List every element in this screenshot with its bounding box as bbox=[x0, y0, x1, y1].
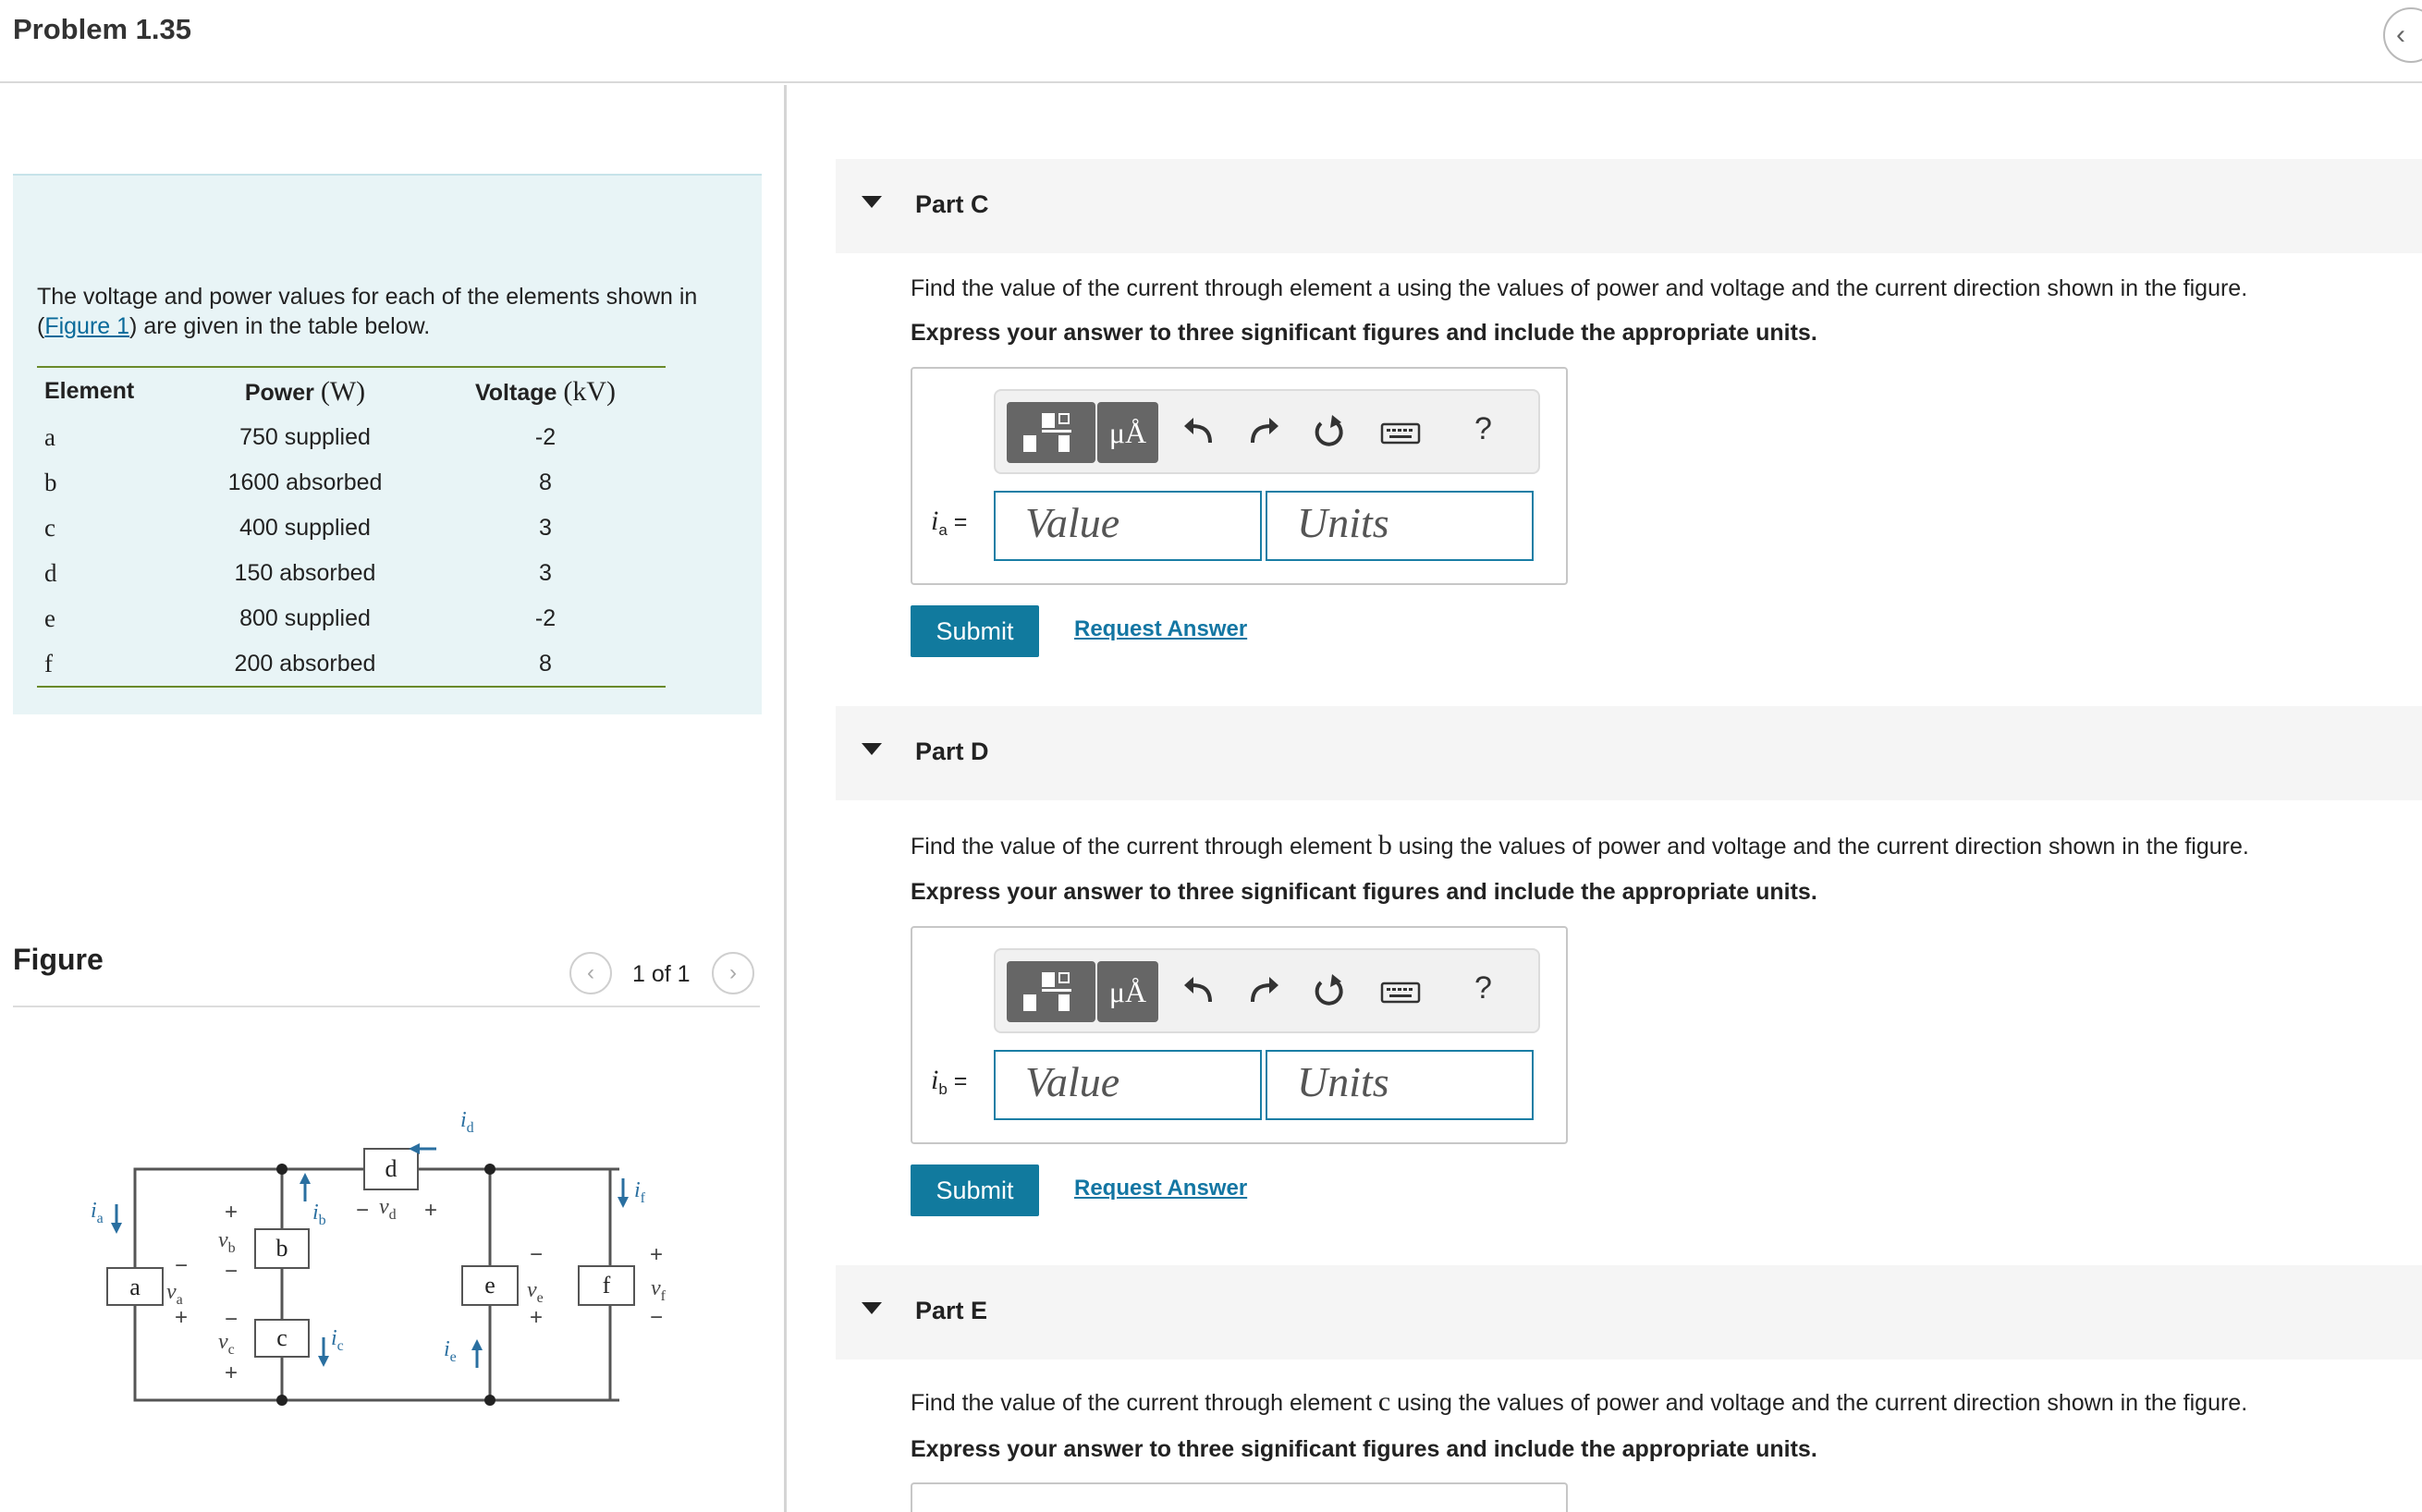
table-row bbox=[37, 506, 666, 551]
polarity-a-minus: − bbox=[174, 1253, 189, 1278]
table-header-row bbox=[37, 367, 666, 415]
keyboard-icon[interactable] bbox=[1378, 409, 1425, 456]
table-row bbox=[37, 596, 666, 641]
voltage-d-subscript: d bbox=[388, 1207, 397, 1223]
prompt-before: Find the value of the current through element bbox=[911, 834, 1378, 860]
part-c-answer-box bbox=[911, 367, 1568, 585]
part-c-instruction: Express your answer to three significant figures and include the appropriate units. bbox=[911, 320, 1817, 346]
cell-power: 400 supplied bbox=[239, 515, 371, 541]
answer-var-subscript: b bbox=[938, 1080, 948, 1098]
math-toolbar bbox=[994, 948, 1540, 1033]
problem-title: Problem 1.35 bbox=[13, 13, 191, 45]
header-voltage bbox=[425, 367, 666, 415]
part-e-header[interactable] bbox=[836, 1265, 2422, 1360]
chevron-right-icon: › bbox=[729, 960, 737, 985]
answer-variable bbox=[931, 1065, 967, 1099]
polarity-b-plus: + bbox=[224, 1200, 239, 1225]
prompt-element: b bbox=[1377, 830, 1392, 860]
prompt-after: using the values of power and voltage and the current direction shown in the figure. bbox=[1390, 1390, 2248, 1416]
template-icon bbox=[1023, 435, 1036, 452]
prompt-element: c bbox=[1377, 1386, 1391, 1417]
caret-down-icon bbox=[862, 196, 882, 208]
part-e-instruction: Express your answer to three significant figures and include the appropriate units. bbox=[911, 1436, 1817, 1462]
current-f-symbol: i bbox=[634, 1178, 641, 1202]
table-row bbox=[37, 551, 666, 596]
part-c-header[interactable] bbox=[836, 159, 2422, 253]
cell-power: 800 supplied bbox=[239, 605, 371, 631]
help-button[interactable]: ? bbox=[1474, 970, 1492, 1006]
part-d-label: Part D bbox=[915, 738, 989, 765]
answer-equals: = bbox=[953, 509, 968, 535]
element-c-label: c bbox=[276, 1324, 287, 1351]
units-input[interactable]: Units bbox=[1266, 1050, 1534, 1120]
voltage-d-label bbox=[379, 1195, 397, 1223]
voltage-e-label bbox=[527, 1278, 544, 1306]
figure-link[interactable]: Figure 1 bbox=[44, 313, 130, 339]
current-b-label bbox=[312, 1201, 326, 1228]
cell-element: a bbox=[44, 423, 55, 451]
current-e-label bbox=[444, 1337, 457, 1365]
current-a-subscript: a bbox=[96, 1211, 104, 1226]
value-input[interactable]: Value bbox=[994, 491, 1262, 561]
node bbox=[484, 1164, 495, 1175]
voltage-c-subscript: c bbox=[227, 1342, 235, 1358]
figure-prev-button[interactable] bbox=[569, 952, 612, 994]
cell-element: f bbox=[37, 641, 185, 687]
part-e-label: Part E bbox=[915, 1297, 988, 1324]
circuit-diagram bbox=[74, 1104, 703, 1419]
current-d-symbol: i bbox=[460, 1108, 467, 1132]
pane-divider[interactable] bbox=[784, 85, 787, 1512]
current-e-symbol: i bbox=[444, 1337, 450, 1361]
part-c-prompt bbox=[911, 272, 2247, 303]
answer-variable bbox=[931, 506, 967, 540]
units-input[interactable]: Units bbox=[1266, 491, 1534, 561]
current-b-subscript: b bbox=[318, 1213, 326, 1228]
polarity-d-plus: + bbox=[423, 1198, 438, 1223]
figure-counter: 1 of 1 bbox=[632, 961, 691, 987]
template-icon-part bbox=[1058, 435, 1070, 452]
current-c-label bbox=[331, 1326, 344, 1354]
part-e-answer-box bbox=[911, 1482, 1568, 1512]
units-button[interactable]: μÅ bbox=[1097, 961, 1158, 1022]
request-answer-link[interactable]: Request Answer bbox=[1074, 616, 1248, 641]
reset-icon[interactable] bbox=[1308, 409, 1349, 456]
polarity-d-minus: − bbox=[355, 1198, 370, 1223]
element-f-label: f bbox=[602, 1272, 611, 1299]
caret-down-icon bbox=[862, 1302, 882, 1314]
cell-power: 1600 absorbed bbox=[227, 469, 383, 495]
part-c-label: Part C bbox=[915, 190, 989, 218]
top-bar bbox=[0, 0, 2422, 83]
current-b-arrowhead bbox=[300, 1173, 311, 1184]
prompt-before: Find the value of the current through element bbox=[911, 275, 1378, 301]
voltage-f-subscript: f bbox=[660, 1288, 666, 1304]
element-b-label: b bbox=[275, 1235, 288, 1262]
keyboard-icon[interactable] bbox=[1378, 969, 1425, 1015]
templates-button[interactable] bbox=[1007, 402, 1095, 463]
answer-equals: = bbox=[953, 1068, 968, 1094]
cell-power: 150 absorbed bbox=[234, 560, 376, 586]
current-e-subscript: e bbox=[449, 1349, 457, 1365]
redo-icon[interactable] bbox=[1243, 409, 1284, 456]
current-a-arrowhead bbox=[111, 1223, 122, 1234]
voltage-e-symbol: v bbox=[527, 1278, 537, 1302]
header-voltage-unit: (kV) bbox=[563, 375, 617, 407]
current-d-subscript: d bbox=[466, 1120, 474, 1136]
polarity-b-minus: − bbox=[224, 1259, 239, 1284]
figure-title: Figure bbox=[13, 943, 104, 976]
table-row bbox=[37, 460, 666, 506]
undo-icon[interactable] bbox=[1179, 969, 1219, 1015]
template-icon-part bbox=[1042, 989, 1071, 992]
cell-voltage: -2 bbox=[534, 424, 557, 450]
reset-icon[interactable] bbox=[1308, 969, 1349, 1015]
cell-element: d bbox=[44, 559, 57, 587]
voltage-a-subscript: a bbox=[176, 1292, 183, 1308]
intro-text-before: The voltage and power values for each of the elements shown in ( bbox=[37, 284, 698, 339]
undo-icon[interactable] bbox=[1179, 409, 1219, 456]
current-b-symbol: i bbox=[312, 1201, 319, 1225]
polarity-f-minus: − bbox=[649, 1305, 664, 1330]
prompt-before: Find the value of the current through element bbox=[911, 1390, 1378, 1416]
cell-voltage: 3 bbox=[539, 515, 552, 541]
caret-down-icon bbox=[862, 743, 882, 755]
part-d-instruction: Express your answer to three significant figures and include the appropriate units. bbox=[911, 879, 1817, 905]
template-icon-part bbox=[1058, 994, 1070, 1011]
template-icon-part bbox=[1042, 972, 1055, 987]
current-e-arrowhead bbox=[471, 1339, 483, 1350]
template-icon-part bbox=[1058, 413, 1070, 424]
element-d-label: d bbox=[385, 1155, 398, 1182]
chevron-left-icon: ‹ bbox=[2396, 19, 2405, 50]
figure-divider bbox=[13, 1006, 760, 1007]
voltage-c-label bbox=[218, 1330, 235, 1358]
header-element: Element bbox=[37, 367, 185, 415]
part-d-prompt bbox=[911, 830, 2249, 861]
voltage-f-label bbox=[651, 1276, 667, 1304]
cell-power: 200 absorbed bbox=[185, 641, 425, 687]
current-c-subscript: c bbox=[336, 1338, 344, 1354]
voltage-f-symbol: v bbox=[651, 1276, 661, 1300]
cell-element: c bbox=[44, 514, 55, 542]
intro-text bbox=[37, 282, 753, 341]
template-icon bbox=[1023, 994, 1036, 1011]
voltage-b-subscript: b bbox=[227, 1240, 236, 1256]
node bbox=[484, 1395, 495, 1406]
current-d-label bbox=[460, 1108, 474, 1136]
submit-button[interactable]: Submit bbox=[911, 605, 1039, 657]
current-f-label bbox=[634, 1178, 646, 1206]
circuit-wires bbox=[135, 1169, 619, 1400]
chevron-left-icon: ‹ bbox=[587, 960, 594, 985]
cell-element: b bbox=[44, 469, 57, 496]
submit-button[interactable]: Submit bbox=[911, 1164, 1039, 1216]
current-f-subscript: f bbox=[640, 1190, 645, 1206]
template-icon-part bbox=[1042, 430, 1071, 433]
voltage-d-symbol: v bbox=[379, 1195, 389, 1219]
prompt-after: using the values of power and voltage and the current direction shown in the figure. bbox=[1390, 275, 2248, 301]
figure-next-button[interactable] bbox=[712, 952, 754, 994]
voltage-c-symbol: v bbox=[218, 1330, 228, 1354]
part-d-answer-box bbox=[911, 926, 1568, 1144]
intro-text-after: ) are given in the table below. bbox=[129, 313, 431, 339]
math-toolbar bbox=[994, 389, 1540, 474]
answer-var-symbol: i bbox=[931, 1065, 939, 1095]
voltage-a-symbol: v bbox=[166, 1280, 177, 1304]
cell-voltage: 8 bbox=[425, 641, 666, 687]
element-a-label: a bbox=[129, 1274, 141, 1300]
element-e-label: e bbox=[484, 1272, 495, 1299]
prompt-element: a bbox=[1377, 272, 1391, 302]
polarity-a-plus: + bbox=[174, 1305, 189, 1330]
current-c-arrowhead bbox=[318, 1356, 329, 1367]
voltage-b-symbol: v bbox=[218, 1228, 228, 1252]
current-c-symbol: i bbox=[331, 1326, 337, 1350]
part-e-prompt bbox=[911, 1386, 2247, 1418]
redo-icon[interactable] bbox=[1243, 969, 1284, 1015]
polarity-e-minus: − bbox=[529, 1242, 544, 1267]
header-power-unit: (W) bbox=[320, 375, 366, 407]
table-row bbox=[37, 415, 666, 460]
request-answer-link[interactable]: Request Answer bbox=[1074, 1176, 1248, 1201]
cell-element: e bbox=[44, 604, 55, 632]
cell-voltage: -2 bbox=[534, 605, 557, 631]
voltage-b-label bbox=[218, 1228, 236, 1256]
polarity-c-minus: − bbox=[224, 1307, 239, 1332]
value-input[interactable]: Value bbox=[994, 1050, 1262, 1120]
part-d-header[interactable] bbox=[836, 706, 2422, 800]
node bbox=[276, 1164, 287, 1175]
cell-power: 750 supplied bbox=[239, 424, 371, 450]
voltage-a-label bbox=[166, 1280, 183, 1308]
prompt-after: using the values of power and voltage and the current direction shown in the figure. bbox=[1391, 834, 2249, 860]
polarity-e-plus: + bbox=[529, 1305, 544, 1330]
header-power-word: Power bbox=[244, 379, 314, 406]
templates-button[interactable] bbox=[1007, 961, 1095, 1022]
cell-voltage: 3 bbox=[539, 560, 552, 586]
polarity-c-plus: + bbox=[224, 1360, 239, 1385]
template-icon-part bbox=[1058, 972, 1070, 983]
voltage-e-subscript: e bbox=[536, 1290, 544, 1306]
header-voltage-word: Voltage bbox=[474, 379, 557, 406]
current-a-symbol: i bbox=[91, 1199, 97, 1223]
answer-var-subscript: a bbox=[938, 521, 948, 539]
collapse-panel-button[interactable] bbox=[2383, 7, 2422, 63]
help-button[interactable]: ? bbox=[1474, 411, 1492, 446]
table-row bbox=[37, 641, 666, 687]
element-table bbox=[37, 366, 666, 688]
polarity-f-plus: + bbox=[649, 1242, 664, 1267]
units-button[interactable]: μÅ bbox=[1097, 402, 1158, 463]
cell-voltage: 8 bbox=[539, 469, 552, 495]
node bbox=[276, 1395, 287, 1406]
current-f-arrowhead bbox=[618, 1197, 629, 1208]
header-power bbox=[185, 367, 425, 415]
answer-var-symbol: i bbox=[931, 506, 939, 536]
template-icon-part bbox=[1042, 413, 1055, 428]
current-a-label bbox=[91, 1199, 104, 1226]
